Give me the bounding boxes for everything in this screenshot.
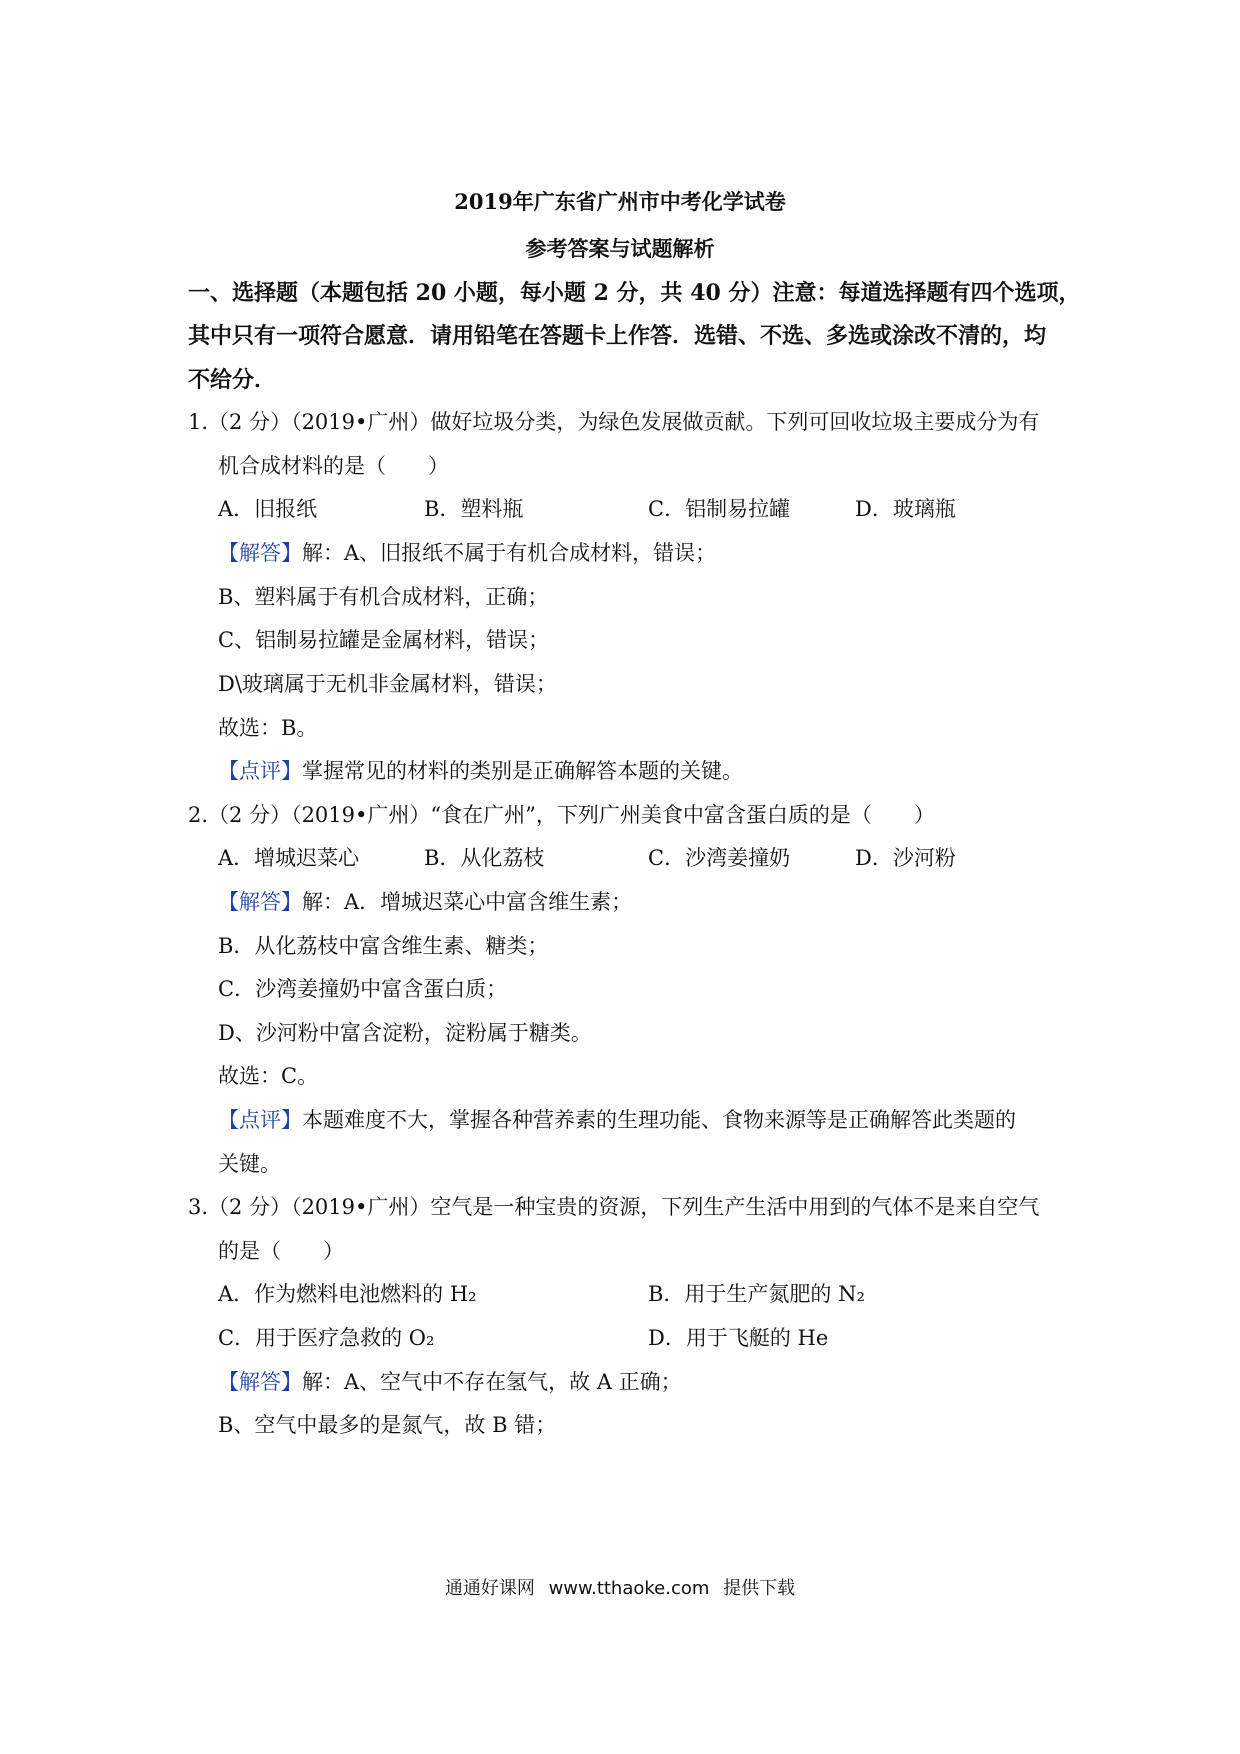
footer-suffix: 提供下载 [723, 1578, 796, 1599]
question-2-answer-line-5: 故选：C。 [218, 1064, 319, 1088]
answer-tag: 【解答】 [218, 541, 302, 565]
question-1-answer-line-5: 故选：B。 [218, 716, 318, 740]
question-3-option-d: D．用于飞艇的 He [648, 1326, 829, 1350]
question-1-option-a: A．旧报纸 [218, 497, 318, 521]
question-3-stem-line-1: 3.（2 分）（2019•广州）空气是一种宝贵的资源，下列生产生活中用到的气体不是来自空气 [188, 1195, 1040, 1219]
page-subtitle: 参考答案与试题解析 [525, 236, 715, 261]
question-2-answer-line-3: C．沙湾姜撞奶中富含蛋白质； [218, 977, 508, 1001]
page-footer [0, 1574, 1240, 1600]
question-1-answer-line-4: D\玻璃属于无机非金属材料，错误； [218, 672, 557, 696]
question-2-answer-line-2: B．从化荔枝中富含维生素、糖类； [218, 934, 549, 958]
question-2-option-b: B．从化荔枝 [424, 846, 545, 870]
question-3-answer-line-2: B、空气中最多的是氮气，故 B 错； [218, 1413, 557, 1437]
review-tag: 【点评】 [218, 759, 302, 783]
question-2-answer-line-4: D、沙河粉中富含淀粉，淀粉属于糖类。 [218, 1021, 592, 1045]
question-3-answer-line-1 [218, 1366, 682, 1396]
question-3-option-c: C．用于医疗急救的 O₂ [218, 1326, 435, 1350]
question-2-option-a: A．增城迟菜心 [218, 846, 360, 870]
question-1-review-text: 掌握常见的材料的类别是正确解答本题的关键。 [302, 759, 743, 783]
footer-url[interactable]: www.tthaoke.com [548, 1578, 710, 1599]
question-2-answer-line-1 [218, 886, 632, 916]
question-1-answer-line-2: B、塑料属于有机合成材料，正确； [218, 585, 549, 609]
question-1-stem-line-2: 机合成材料的是（ ） [218, 454, 449, 478]
question-1-option-b: B．塑料瓶 [424, 497, 524, 521]
question-2-review [218, 1104, 1016, 1134]
question-1-answer-line-3: C、铝制易拉罐是金属材料，错误； [218, 628, 550, 652]
question-1-answer-line-1 [218, 537, 716, 567]
question-3-option-a: A．作为燃料电池燃料的 H₂ [218, 1282, 477, 1306]
question-2-review-line-2: 关键。 [218, 1152, 281, 1176]
question-1-answer-text: 解：A、旧报纸不属于有机合成材料，错误； [302, 541, 717, 565]
question-3-option-b: B．用于生产氮肥的 N₂ [648, 1282, 865, 1306]
section-instructions-line-1: 一、选择题（本题包括 20 小题，每小题 2 分，共 40 分）注意：每道选择题有四个选项， [188, 280, 1081, 306]
page-title: 2019年广东省广州市中考化学试卷 [454, 189, 786, 214]
review-tag: 【点评】 [218, 1108, 302, 1132]
question-3-answer-text: 解：A、空气中不存在氢气，故 A 正确； [302, 1370, 682, 1394]
question-2-option-d: D．沙河粉 [855, 846, 956, 870]
question-3-stem-line-2: 的是（ ） [218, 1239, 344, 1263]
section-instructions-line-3: 不给分． [188, 367, 277, 393]
footer-site-name: 通通好课网 [444, 1578, 535, 1599]
section-instructions-line-2: 其中只有一项符合愿意．请用铅笔在答题卡上作答．选错、不选、多选或涂改不清的，均 [188, 323, 1047, 349]
question-1-stem-line-1: 1.（2 分）（2019•广州）做好垃圾分类，为绿色发展做贡献。下列可回收垃圾主要成分为有 [188, 410, 1040, 434]
question-2-review-text: 本题难度不大，掌握各种营养素的生理功能、食物来源等是正确解答此类题的 [302, 1108, 1016, 1132]
answer-tag: 【解答】 [218, 1370, 302, 1394]
question-1-review [218, 755, 743, 785]
question-1-option-c: C．铝制易拉罐 [648, 497, 791, 521]
question-1-option-d: D．玻璃瓶 [855, 497, 956, 521]
question-2-answer-text: 解：A．增城迟菜心中富含维生素； [302, 890, 633, 914]
question-2-option-c: C．沙湾姜撞奶 [648, 846, 791, 870]
answer-tag: 【解答】 [218, 890, 302, 914]
question-2-stem-line-1: 2.（2 分）（2019•广州）“食在广州”，下列广州美食中富含蛋白质的是（ ） [188, 803, 935, 827]
